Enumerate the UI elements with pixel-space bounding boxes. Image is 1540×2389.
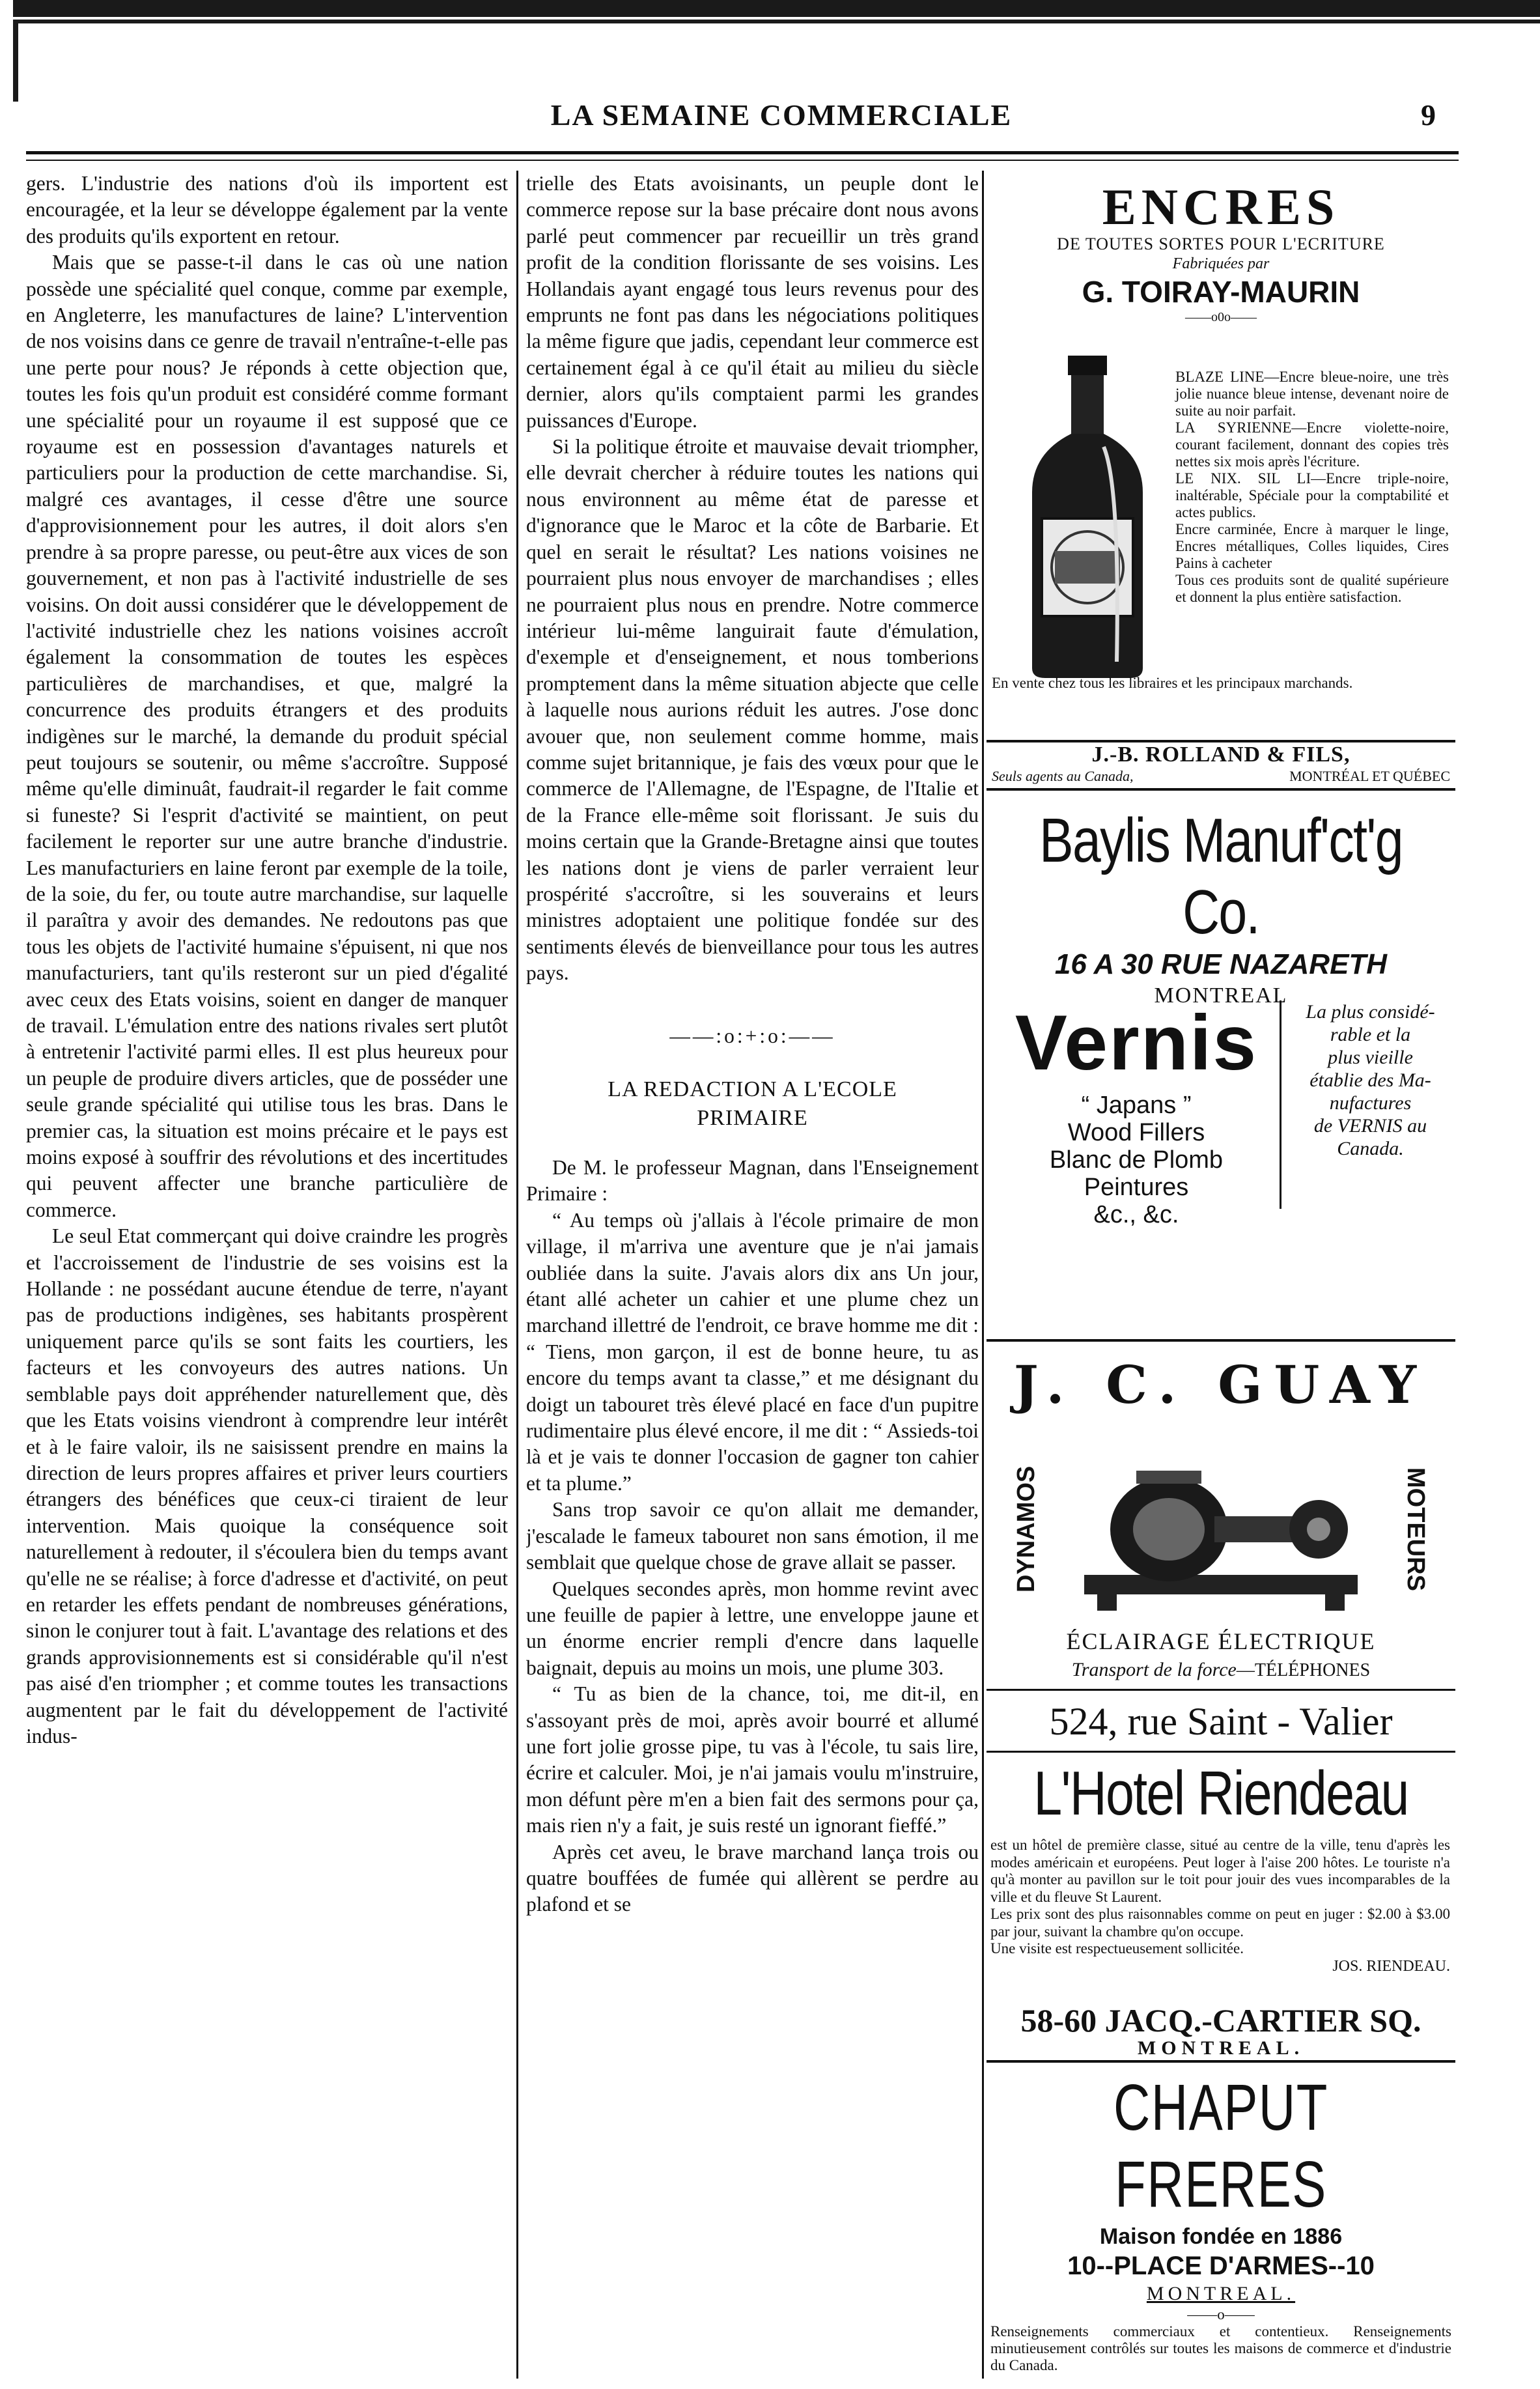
- rolland-city: MONTRÉAL ET QUÉBEC: [1289, 768, 1450, 784]
- vernis-side-line: rable et la: [1330, 1024, 1411, 1045]
- vernis-list: [987, 1092, 1286, 1228]
- masthead-title: LA SEMAINE COMMERCIALE: [550, 98, 1013, 132]
- guay-transport: Transport de la force: [1071, 1659, 1237, 1680]
- page-number: 9: [1421, 98, 1436, 132]
- baylis-address: 16 A 30 RUE NAZARETH: [1054, 948, 1388, 980]
- rolland-note: Seuls agents au Canada,: [992, 768, 1134, 784]
- top-border-thin: [13, 20, 1540, 23]
- encres-sold-by: En vente chez tous les libraires et les principaux marchands.: [992, 675, 1353, 691]
- vernis-item: “ Japans ”: [1081, 1092, 1192, 1119]
- top-border-bar: [13, 0, 1540, 17]
- story-paragraph: Après cet aveu, le brave marchand lança trois ou quatre bouffées de fumée qui allèrent se perdre au plafond et se: [526, 1840, 979, 1916]
- chaput-description: Renseignements commerciaux et contentieux. Renseignements minutieusement contrôlés sur toutes les maisons de commerce et d'industrie du Canada.: [990, 2323, 1451, 2373]
- ad-chaput: [987, 2069, 1455, 2373]
- col1-paragraph: gers. L'industrie des nations d'où ils importent est encouragée, et la leur se développe également par la vente des produits qu'ils exportent en retour.: [26, 172, 508, 247]
- col1-paragraph: Mais que se passe-t-il dans le cas où une nation possède une spécialité quel conque, comme par exemple, en Angleterre, les manufactures de laine? L'intervention de nos voisins dans ce genre de travail n'entraîne-t-elle pas une perte pour nous? Je réponds à cette objection que, toutes les fois qu'un produit est considéré comme formant une spécialité pour un royaume il est supposé que ce royaume est en possession d'avantages naturels et particuliers pour la production de cette marchandise. Si, malgré ces avantages, il cesse d'être une source d'approvisionnement pour les autres, il doit alors s'en prendre à sa propre paresse, ou peut-être aux vices de son gouvernement, et non pas à l'activité industrielle de ses voisins. On doit aussi considérer que le développement de l'activité industrielle chez les nations voisines accroît également la consommation de toutes les espèces particulières de marchandises, et que, malgré la concurrence des produits étrangers et des produits indigènes sur le marché, la demande du produit spécial peut toujours se soutenir, ou même s'accroître. Supposé même qu'elle diminuât, faudrait-il regarder le fait comme si funeste? Si l'esprit d'activité se maintient, on peut facilement le reporter sur une autre branche d'industrie. Les manufacturiers en laine feront par exemple de la toile, de la soie, du fer, ou toute autre marchandise, sur laquelle il paraîtra y avoir des demandes. Ne redoutons pas que tous les objets de l'activité humaine s'épuisent, ni que nos manufacturiers, tant qu'ils resteront sur un pied d'égalité avec ceux des Etats voisins, soient en danger de manquer de travail. L'émulation entre des nations rivales sert plutôt à entretenir l'activité parmi elles. Il est plus heureux pour un peuple de produire divers articles, que de posséder une seule grande spécialité qui utilise tous les bras. Dans le premier cas, la situation est moins précaire et le pays est moins exposé à souffrir des révolutions et des incertitudes qui peuvent affecter une branche particulière de commerce.: [26, 251, 508, 1221]
- dynamo-machine-illustration: [1058, 1445, 1384, 1614]
- encres-maker: G. TOIRAY-MAURIN: [1082, 275, 1360, 309]
- vernis-side-note: [1280, 1000, 1455, 1209]
- ad-rolland: [987, 742, 1455, 791]
- guay-dynamos: DYNAMOS: [1013, 1465, 1040, 1593]
- chaput-place: 10--PLACE D'ARMES--10: [1067, 2252, 1375, 2280]
- column-divider: [516, 171, 518, 2379]
- story-paragraph: Quelques secondes après, mon homme revint avec une feuille de papier à lettre, une enveloppe jaune et un énorme encrier rempli d'encre dans laquelle baignait, depuis au moins un mois, une plume 303.: [526, 1577, 979, 1679]
- vernis-title: Vernis: [1015, 999, 1258, 1086]
- encres-item: BLAZE LINE—Encre bleue-noire, une très jolie nuance bleue intense, devenant noire de suite au noir parfait.: [1175, 369, 1449, 419]
- vernis-item: &c., &c.: [1093, 1201, 1179, 1228]
- left-edge-mark: [13, 23, 18, 102]
- chaput-city: MONTREAL.: [1146, 2283, 1296, 2304]
- chaput-title: CHAPUT FRERES: [1113, 2071, 1329, 2221]
- guay-lighting: ÉCLAIRAGE ÉLECTRIQUE: [1066, 1628, 1376, 1654]
- encres-item: LE NIX. SIL LI—Encre triple-noire, inaltérable, Spéciale pour la comptabilité et actes publics.: [1175, 470, 1449, 520]
- vernis-side-line: de VERNIS au: [1313, 1115, 1427, 1137]
- guay-title: J. C. GUAY: [1013, 1354, 1429, 1415]
- guay-rule: [987, 1689, 1455, 1691]
- ad-guay: [987, 1353, 1455, 2063]
- story-paragraph: “ Tu as bien de la chance, toi, me dit-il, en s'assoyant près de moi, après avoir bourré et allumé une fort jolie grosse pipe, tu vas à l'école, tu sais lire, écrire et calculer. Moi, je n'ai jamais voulu m'instruire, mon défunt père m'en a bien fait des sermons pour ça, mais rien n'y a fait, je suis resté un ignorant fieffé.”: [526, 1682, 979, 1837]
- encres-dash: ——o0o——: [1185, 310, 1257, 324]
- vernis-side-line: nufactures: [1329, 1092, 1412, 1114]
- baylis-city: MONTREAL: [1154, 983, 1288, 1008]
- section-title: [526, 1075, 979, 1133]
- hotel-visit: Une visite est respectueusement sollicitée.: [990, 1940, 1244, 1957]
- encres-items: [1175, 369, 1449, 606]
- hotel-city: MONTREAL.: [1137, 2037, 1305, 2059]
- col2-paragraph: Si la politique étroite et mauvaise devait triompher, elle devrait chercher à réduire toutes les nations qui nous environnent au même état de paresse et d'ignorance que le Maroc et la côte de Barbarie. Et quel en serait le résultat? Les nations voisines ne pourraient plus nous envoyer de marchandises ; elles ne pourraient plus nous en prendre. Notre commerce intérieur lui-même languirait faute d'émulation, d'exemple et d'enseignement, et nous tomberions promptement dans la même situation abjecte que celle à laquelle nous aurions réduit les autres. J'ose donc avouer que, non seulement comme homme, mais comme sujet britannique, je fais des vœux pour que le commerce de l'Allemagne, de l'Espagne, de l'Italie et de la France elle-même soit florissant. Je suis du moins certain que la Grande-Bretagne ainsi que toutes les nations dont je viens de parler verraient leur prospérité s'accroître, si les souverains et leurs ministres adoptaient une politique fondée sur des sentiments élevés de bienveillance pour tous les autres pays.: [526, 435, 979, 985]
- column-2: [526, 171, 979, 2379]
- encres-item: Tous ces produits sont de qualité supérieure et donnent la plus entière satisfaction.: [1175, 572, 1449, 605]
- guay-rule: [987, 1751, 1455, 1753]
- column-1: [26, 171, 508, 2379]
- hotel-address: 58-60 JACQ.-CARTIER SQ.: [1020, 2002, 1421, 2039]
- encres-title: ENCRES: [1102, 178, 1340, 235]
- ink-bottle-illustration: [1006, 356, 1169, 681]
- col2-paragraph: trielle des Etats avoisinants, un peuple dont le commerce repose sur la base précaire dont nous avons parlé peut commencer par recueillir un très grand profit de la condition florissante de ses voisins. Les Hollandais ayant engagé tous leurs revenus pour des emprunts ne font pas dans les négociations politiques la même figure que jadis, cependant leur commerce est certainement égal à ce qu'il était au milieu du siècle dernier, alors qu'ils comptaient parmi les grandes puissances d'Europe.: [526, 172, 979, 432]
- encres-item: Encre carminée, Encre à marquer le linge, Encres métalliques, Colles liquides, Cires Pains à cacheter: [1175, 521, 1449, 571]
- guay-phones: —TÉLÉPHONES: [1236, 1660, 1371, 1680]
- hotel-text: [990, 1837, 1450, 1975]
- article-intro: De M. le professeur Magnan, dans l'Enseignement Primaire :: [526, 1156, 979, 1206]
- hotel-description: est un hôtel de première classe, situé au centre de la ville, tenu d'après les modes américain et européens. Peut loger à l'aise 200 hôtes. Le touriste n'a qu'à monter au pavillon sur le toit pour jouir des vues incomparables de la ville et du fleuve St Laurent.: [990, 1837, 1450, 1905]
- story-paragraph: “ Au temps où j'allais à l'école primaire de mon village, il m'arriva une aventure que je n'ai jamais oubliée dans la suite. J'avais alors dix ans Un jour, étant allé acheter un cahier et une plume chez un marchand illettré de l'endroit, ce brave homme me dit : “ Tiens, mon garçon, il est de bonne heure, tu as encore du temps avant ta classe,” et me désignant du doigt un tabouret très élevé placé en face d'un pupitre rudimentaire plus élevé encore, il me dit : “ Assieds-toi là et je vais te donner l'occasion de gagner ton cahier et ta plume.”: [526, 1208, 979, 1495]
- story-paragraph: Sans trop savoir ce qu'on allait me demander, j'escalade le fameux tabouret non sans émotion, il me semblait que quelque chose de grave allait se passer.: [526, 1498, 979, 1574]
- column-divider: [982, 171, 984, 2379]
- advertisements-column: [987, 171, 1455, 2379]
- guay-address: 524, rue Saint - Valier: [1049, 1700, 1393, 1743]
- rolland-agent: J.-B. ROLLAND & FILS,: [1091, 742, 1351, 767]
- rolland-line: [987, 767, 1455, 785]
- section-separator: ——:o:+:o:——: [669, 1024, 835, 1047]
- hotel-signature: JOS. RIENDEAU.: [1332, 1957, 1450, 1975]
- encres-made-by: Fabriquées par: [1172, 255, 1270, 272]
- chaput-dash: ——o——: [1187, 2306, 1255, 2323]
- vernis-side-line: La plus considé-: [1306, 1001, 1435, 1023]
- vernis-side-line: plus vieille: [1328, 1047, 1413, 1068]
- vernis-item: Blanc de Plomb: [1049, 1146, 1224, 1174]
- vernis-item: Wood Fillers: [1067, 1119, 1205, 1146]
- ad-baylis: [987, 805, 1455, 1342]
- hotel-title: L'Hotel Riendeau: [1033, 1759, 1408, 1828]
- guay-transport-line: [987, 1658, 1455, 1682]
- vernis-side-line: établie des Ma-: [1309, 1069, 1431, 1091]
- encres-item: LA SYRIENNE—Encre violette-noire, courant facilement, donnant des copies très nettes six mois après l'écriture.: [1175, 419, 1449, 470]
- guay-moteurs: MOTEURS: [1402, 1467, 1429, 1591]
- vernis-side-line: Canada.: [1337, 1138, 1404, 1159]
- chaput-founded: Maison fondée en 1886: [1099, 2224, 1343, 2249]
- baylis-title: Baylis Manuf'ct'g Co.: [1039, 806, 1403, 947]
- header-rule-thin: [26, 160, 1459, 161]
- header-rule: [26, 151, 1459, 154]
- section-title-line-1: LA REDACTION A L'ECOLE: [608, 1077, 897, 1101]
- ad-encres: [987, 180, 1455, 742]
- col1-paragraph: Le seul Etat commerçant qui doive craindre les progrès et l'accroissement de l'industrie de ses voisins est la Hollande : ne possédant aucune étendue de terre, n'ayant pas de productions indigènes, ses habitants prospèrent uniquement parce qu'ils se sont faits les courtiers, les facteurs et les convoyeurs des autres nations. Un semblable pays doit appréhender naturellement que, dès que les Etats voisins viendront à comprendre leur intérêt et à le faire valoir, ils ne saisissent prendre en mains la direction de leurs propres affaires et priver leurs courtiers étrangers des bénéfices que ceux-ci tiraient de leur intervention. Mais quoique la conséquence soit naturellement à redouter, il s'écoulera bien du temps avant qu'elle ne se réalise; à force d'adresse et d'activité, on peut en retarder les effets pendant de nombreuses générations, sinon le conjurer tout à fait. L'avantage des relations et des grands approvisionnements est si considérable qu'il n'est pas aisé d'en triompher ; et comme toutes les transactions augmentent par le fait du développement de l'activité indus-: [26, 1224, 508, 1747]
- encres-subtitle: DE TOUTES SORTES POUR L'ECRITURE: [1057, 234, 1385, 253]
- hotel-prices: Les prix sont des plus raisonnables comme on peut en juger : $2.00 à $3.00 par jour, suivant la chambre qu'on occupe.: [990, 1906, 1450, 1940]
- vernis-item: Peintures: [1084, 1174, 1189, 1201]
- section-title-line-2: PRIMAIRE: [697, 1106, 808, 1130]
